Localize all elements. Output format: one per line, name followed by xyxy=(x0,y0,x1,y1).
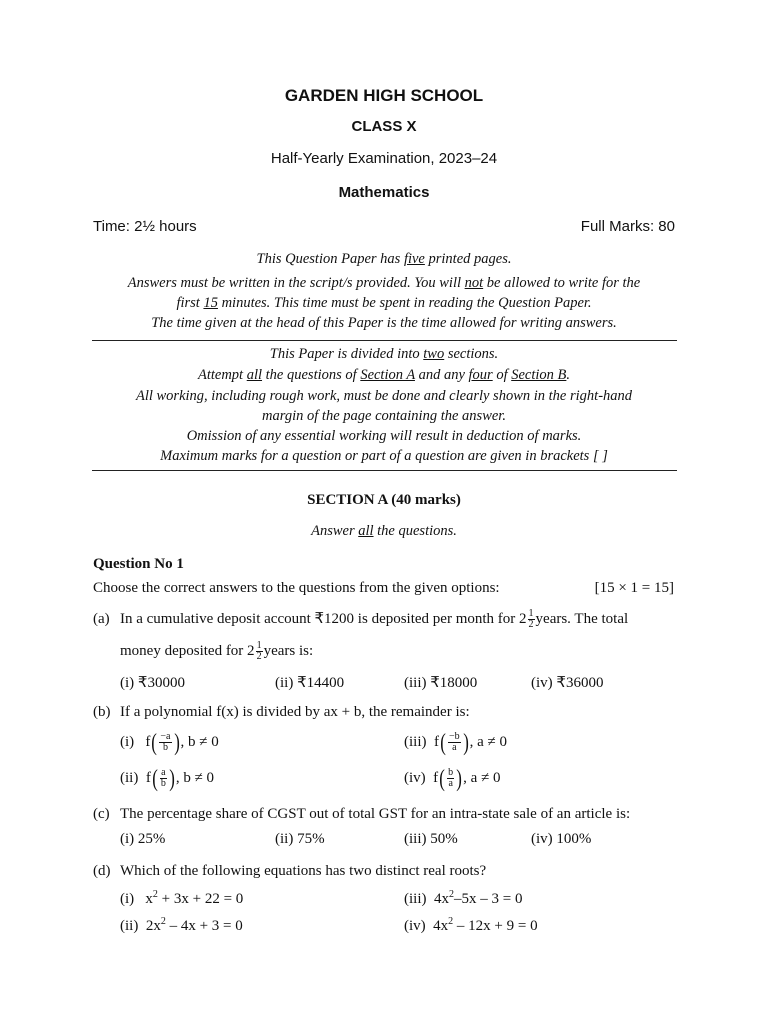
question-1-marks: [15 × 1 = 15] xyxy=(594,580,674,596)
part-d-option-3: (iii) $4x^2-5x - 3 = 0$ xyxy=(404,889,523,907)
divider-bottom xyxy=(92,470,677,471)
fraction-half: $\frac{1}{2}$ xyxy=(256,640,262,663)
part-b-question: If a polynomial f(x) is divided by ax + b, the remainder is: xyxy=(120,704,470,720)
part-b-option-2: (ii) f( $\frac{a}{b}$ ), b ≠ 0 xyxy=(120,765,215,792)
intro-line-1: This Question Paper has five printed pages. xyxy=(256,251,512,267)
instruction-2: Attempt all the questions of Section A and any four of Section B. xyxy=(197,367,571,383)
intro-line-4: The time given at the head of this Paper is the time allowed for writing answers. xyxy=(151,315,617,331)
class-label: CLASS X xyxy=(351,118,417,135)
part-a-label: (a) xyxy=(93,611,110,627)
part-a-option-3: (iii) ₹18000 xyxy=(404,675,478,691)
part-b-option-3: (iii) f( $\frac{-b}{a}$ ), a ≠ 0 xyxy=(404,729,508,756)
part-c-question: The percentage share of CGST out of total GST for an intra-state sale of an article is: xyxy=(120,806,631,822)
part-c-label: (c) xyxy=(93,806,110,822)
instruction-4: margin of the page containing the answer. xyxy=(262,408,506,424)
section-a-title: SECTION A (40 marks) xyxy=(307,492,461,508)
part-b-option-1: (i) f( $\frac{-a}{b}$ ), b ≠ 0 xyxy=(120,729,219,756)
full-marks: Full Marks: 80 xyxy=(580,218,675,235)
fraction-half: $\frac{1}{2}$ xyxy=(528,608,534,631)
part-d-option-4: (iv) $4x^2 - 12x + 9 = 0$ xyxy=(404,916,538,934)
part-b-label: (b) xyxy=(93,704,111,720)
part-d-question: Which of the following equations has two distinct real roots? xyxy=(120,863,487,879)
intro-line-2: Answers must be written in the script/s provided. You will not be allowed to write for the xyxy=(127,275,641,291)
exam-title: Half-Yearly Examination, 2023–24 xyxy=(270,150,498,167)
part-c-option-1: (i) 25% xyxy=(120,831,166,847)
part-c-option-4: (iv) 100% xyxy=(531,831,592,847)
instruction-6: Maximum marks for a question or part of a question are given in brackets [ ] xyxy=(160,448,608,464)
subject-title: Mathematics xyxy=(338,184,430,201)
school-name: GARDEN HIGH SCHOOL xyxy=(284,86,484,105)
part-a-option-2: (ii) ₹14400 xyxy=(275,675,345,691)
part-d-option-2: (ii) $2x^2 - 4x + 3 = 0$ xyxy=(120,916,243,934)
part-d-option-1: (i) $x^2 + 3x + 22 = 0$ xyxy=(120,889,244,907)
part-a-option-4: (iv) ₹36000 xyxy=(531,675,604,691)
section-a-subtitle: Answer all the questions. xyxy=(311,523,457,539)
part-d-label: (d) xyxy=(93,863,111,879)
part-a-line-2: money deposited for 2 $\frac{1}{2}$ years is: xyxy=(120,640,314,663)
instruction-1: This Paper is divided into two sections. xyxy=(269,346,499,362)
time-allowed: Time: 2½ hours xyxy=(93,218,197,235)
question-1-instruction: Choose the correct answers to the questions from the given options: xyxy=(93,580,500,596)
question-1-title: Question No 1 xyxy=(93,556,184,572)
instruction-5: Omission of any essential working will result in deduction of marks. xyxy=(186,428,582,444)
part-c-option-3: (iii) 50% xyxy=(404,831,458,847)
part-a-option-1: (i) ₹30000 xyxy=(120,675,185,691)
instruction-3: All working, including rough work, must be done and clearly shown in the right-hand xyxy=(135,388,633,404)
part-a-line-1: In a cumulative deposit account ₹1200 is deposited per month for 2 $\frac{1}{2}$ years. The total xyxy=(120,608,629,631)
intro-line-3: first 15 minutes. This time must be spent in reading the Question Paper. xyxy=(176,295,592,311)
part-b-option-4: (iv) f( $\frac{b}{a}$ ), a ≠ 0 xyxy=(404,765,501,792)
part-c-option-2: (ii) 75% xyxy=(275,831,325,847)
divider-top xyxy=(92,340,677,341)
